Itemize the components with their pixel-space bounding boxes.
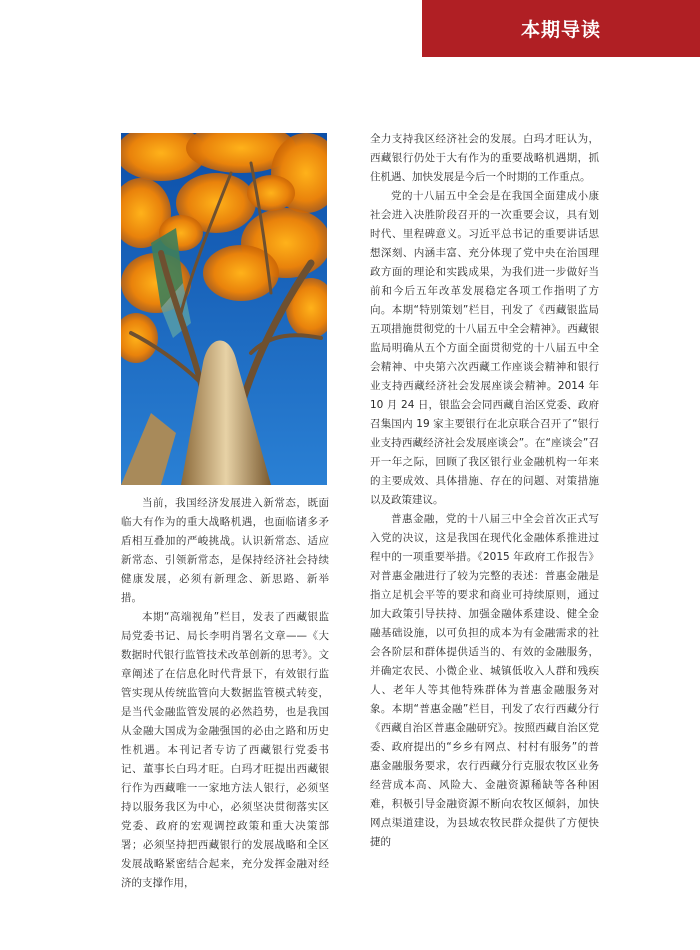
paragraph: 党的十八届五中全会是在我国全面建成小康社会进入决胜阶段召开的一次重要会议，具有划时代、里程碑意义。习近平总书记的重要讲话思想深刻、内涵丰富、充分体现了党中央在治国理政方面的理论和实践成果，为我们进一步做好当前和今后五年改革发展稳定各项工作指明了方向。本期“特别策划”栏目，刊发了《西藏银监局五项措施贯彻党的十八届五中全会精神》。西藏银监局明确从五个方面全面贯彻党的十八届五中全会精神、中央第六次西藏工作座谈会精神和银行业支持西藏经济社会发展座谈会精神。2014 年 10 月 24 日，银监会会同西藏自治区党委、政府召集国内 19 家主要银行在北京联合召开了“银行业支持西藏经济社会发展座谈会”。在“座谈会”召开一年之际，回顾了我区银行业金融机构一年来的主要成效、具体措施、存在的问题、对策措施以及政策建议。 xyxy=(370,190,599,506)
paragraph: 普惠金融，党的十八届三中全会首次正式写入党的决议，这是我国在现代化金融体系推进过程中的一项重要举措。《2015 年政府工作报告》对普惠金融进行了较为完整的表述：普惠金融是指立足机会平等的要求和商业可持续原则，通过加大政策引导扶持、加强金融体系建设、健全金融基础设施，以可负担的成本为有金融需求的社会各阶层和群体提供适当的、有效的金融服务，并确定农民、小微企业、城镇低收入人群和残疾人、老年人等其他特殊群体为普惠金融服务对象。本期“普惠金融”栏目，刊发了农行西藏分行《西藏自治区普惠金融研究》。按照西藏自治区党委、政府提出的“乡乡有网点、村村有服务”的普惠金融服务要求，农行西藏分行克服农牧区业务经营成本高、风险大、金融资源稀缺等各种困难，积极引导金融资源不断向农牧区倾斜，加快网点渠道建设，为县域农牧民群众提供了方便快捷的 xyxy=(370,513,599,848)
section-title-tab xyxy=(422,0,700,57)
tree-illustration xyxy=(121,133,327,485)
paragraph: 本期“高端视角”栏目，发表了西藏银监局党委书记、局长李明肖署名文章——《大数据时代银行监管技术改革创新的思考》。文章阐述了在信息化时代背景下，有效银行监管实现从传统监管向大数据监管模式转变，是当代金融监管发展的必然趋势，也是我国从金融大国成为金融强国的必由之路和历史性机遇。本刊记者专访了西藏银行党委书记、董事长白玛才旺。白玛才旺提出西藏银行作为西藏唯一一家地方法人银行，必须坚持以服务我区为中心，必须坚决贯彻落实区党委、政府的宏观调控政策和重大决策部署；必须坚持把西藏银行的发展战略和全区发展战略紧密结合起来，充分发挥金融对经济的支撑作用， xyxy=(121,611,329,889)
section-title: 本期导读 xyxy=(520,19,601,41)
right-text-column xyxy=(370,130,599,852)
autumn-tree-photo xyxy=(121,133,327,485)
paragraph: 当前，我国经济发展进入新常态，既面临大有作为的重大战略机遇，也面临诸多矛盾相互叠加的严峻挑战。认识新常态、适应新常态、引领新常态，是保持经济社会持续健康发展，必须有新理念、新思路、新举措。 xyxy=(121,497,329,604)
paragraph: 全力支持我区经济社会的发展。白玛才旺认为，西藏银行仍处于大有作为的重要战略机遇期，抓住机遇、加快发展是今后一个时期的工作重点。 xyxy=(370,133,599,183)
left-text-column xyxy=(121,494,329,893)
